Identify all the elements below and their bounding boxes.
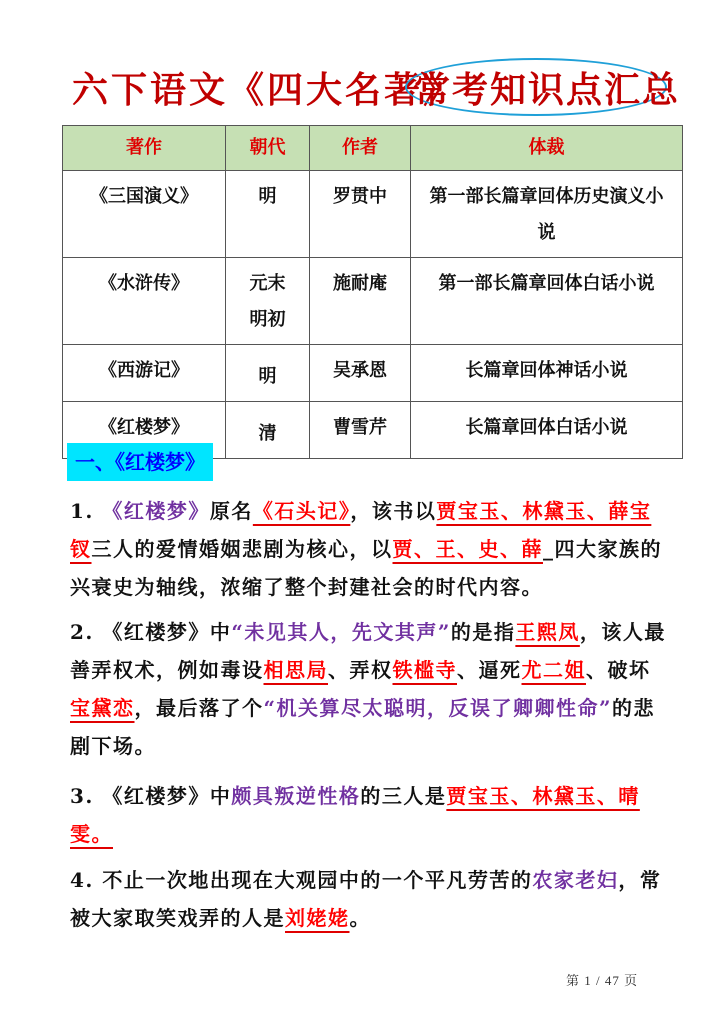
paragraph-text: 1. [70,499,103,523]
paragraph-1 [70,492,670,606]
paragraph-text: ，该人最善弄权术，例如毒设 [70,620,666,682]
emphasized-text: 《红楼梦》 [102,499,210,523]
cell-genre: 长篇章回体神话小说 [411,345,683,402]
paragraph-4 [70,861,670,937]
header-genre: 体裁 [411,126,683,171]
table-row [63,258,683,345]
cell-author: 曹雪芹 [310,402,411,459]
highlighted-answer: 刘姥姥 [285,906,350,930]
cell-author: 吴承恩 [310,345,411,402]
cell-work: 《水浒传》 [63,258,226,345]
paragraph-text: ，常被大家取笑戏弄的人是 [70,868,662,930]
paragraph-3 [70,777,670,853]
table-header-row [63,126,683,171]
paragraph-text: 、逼死 [457,658,522,682]
cell-dynasty: 明 [226,171,310,258]
paragraph-text: 三人的爱情婚姻悲剧为核心，以 [91,537,393,561]
paragraph-text: 的是指 [450,620,516,644]
emphasized-text: “未见其人，先文其声” [231,620,451,644]
highlighted-answer: 王熙凤 [515,620,580,644]
paragraph-text: 原名 [209,499,253,523]
cell-genre: 长篇章回体白话小说 [411,402,683,459]
title-highlighted: 常考知识点汇总 [414,69,681,111]
paragraph-text: 的悲剧下场。 [70,696,656,758]
paragraph-text: 3. 《红楼梦》中 [70,784,232,808]
header-author: 作者 [310,126,411,171]
paragraph-text: 、弄权 [328,658,393,682]
paragraph-text: 、破坏 [586,658,651,682]
highlighted-answer: 贾宝玉、林黛玉、薛宝钗 [70,499,652,561]
emphasized-text: 农家老妇 [532,868,619,892]
table-row [63,171,683,258]
paragraph-text: ，该书以 [350,499,437,523]
paragraph-text: ，最后落了个 [134,696,264,720]
cell-author: 施耐庵 [310,258,411,345]
highlighted-answer: 贾、王、史、薛 [392,537,543,561]
works-table [62,125,683,459]
document-title [0,58,724,120]
paragraph-text: 2. 《红楼梦》中 [70,620,232,644]
table-row [63,345,683,402]
cell-work: 《红楼梦》 [63,402,226,459]
cell-dynasty: 元末明初 [226,258,310,345]
highlighted-answer: 《石头记》 [252,499,351,523]
cell-genre: 第一部长篇章回体白话小说 [411,258,683,345]
highlighted-answer: 贾宝玉、林黛玉、晴雯。 [70,784,640,846]
emphasized-text: “机关算尽太聪明，反误了卿卿性命” [263,696,613,720]
highlighted-answer: 铁槛寺 [392,658,457,682]
header-dynasty: 朝代 [226,126,310,171]
highlighted-answer: 宝黛恋 [70,696,135,720]
paragraph-text: 。 [349,906,371,930]
page-number: 第 1 / 47 页 [566,973,639,988]
paragraph-2 [70,613,670,765]
highlighted-answer: 相思局 [263,658,328,682]
paragraph-text: _四大家族的兴衰史为轴线，浓缩了整个封建社会的时代内容。 [70,537,662,599]
paragraph-text: 的三人是 [360,784,447,808]
emphasized-text: 颇具叛逆性格 [231,784,361,808]
paragraph-text: 4. 不止一次地出现在大观园中的一个平凡劳苦的 [70,868,533,892]
section-heading-hongloumeng: 一、《红楼梦》 [67,443,213,481]
title-main: 六下语文《四大名著》 [72,69,463,111]
header-work: 著作 [63,126,226,171]
cell-author: 罗贯中 [310,171,411,258]
cell-dynasty: 清 [226,402,310,459]
highlighted-answer: 尤二姐 [521,658,586,682]
cell-dynasty: 明 [226,345,310,402]
cell-work: 《三国演义》 [63,171,226,258]
cell-genre: 第一部长篇章回体历史演义小说 [411,171,683,258]
cell-work: 《西游记》 [63,345,226,402]
